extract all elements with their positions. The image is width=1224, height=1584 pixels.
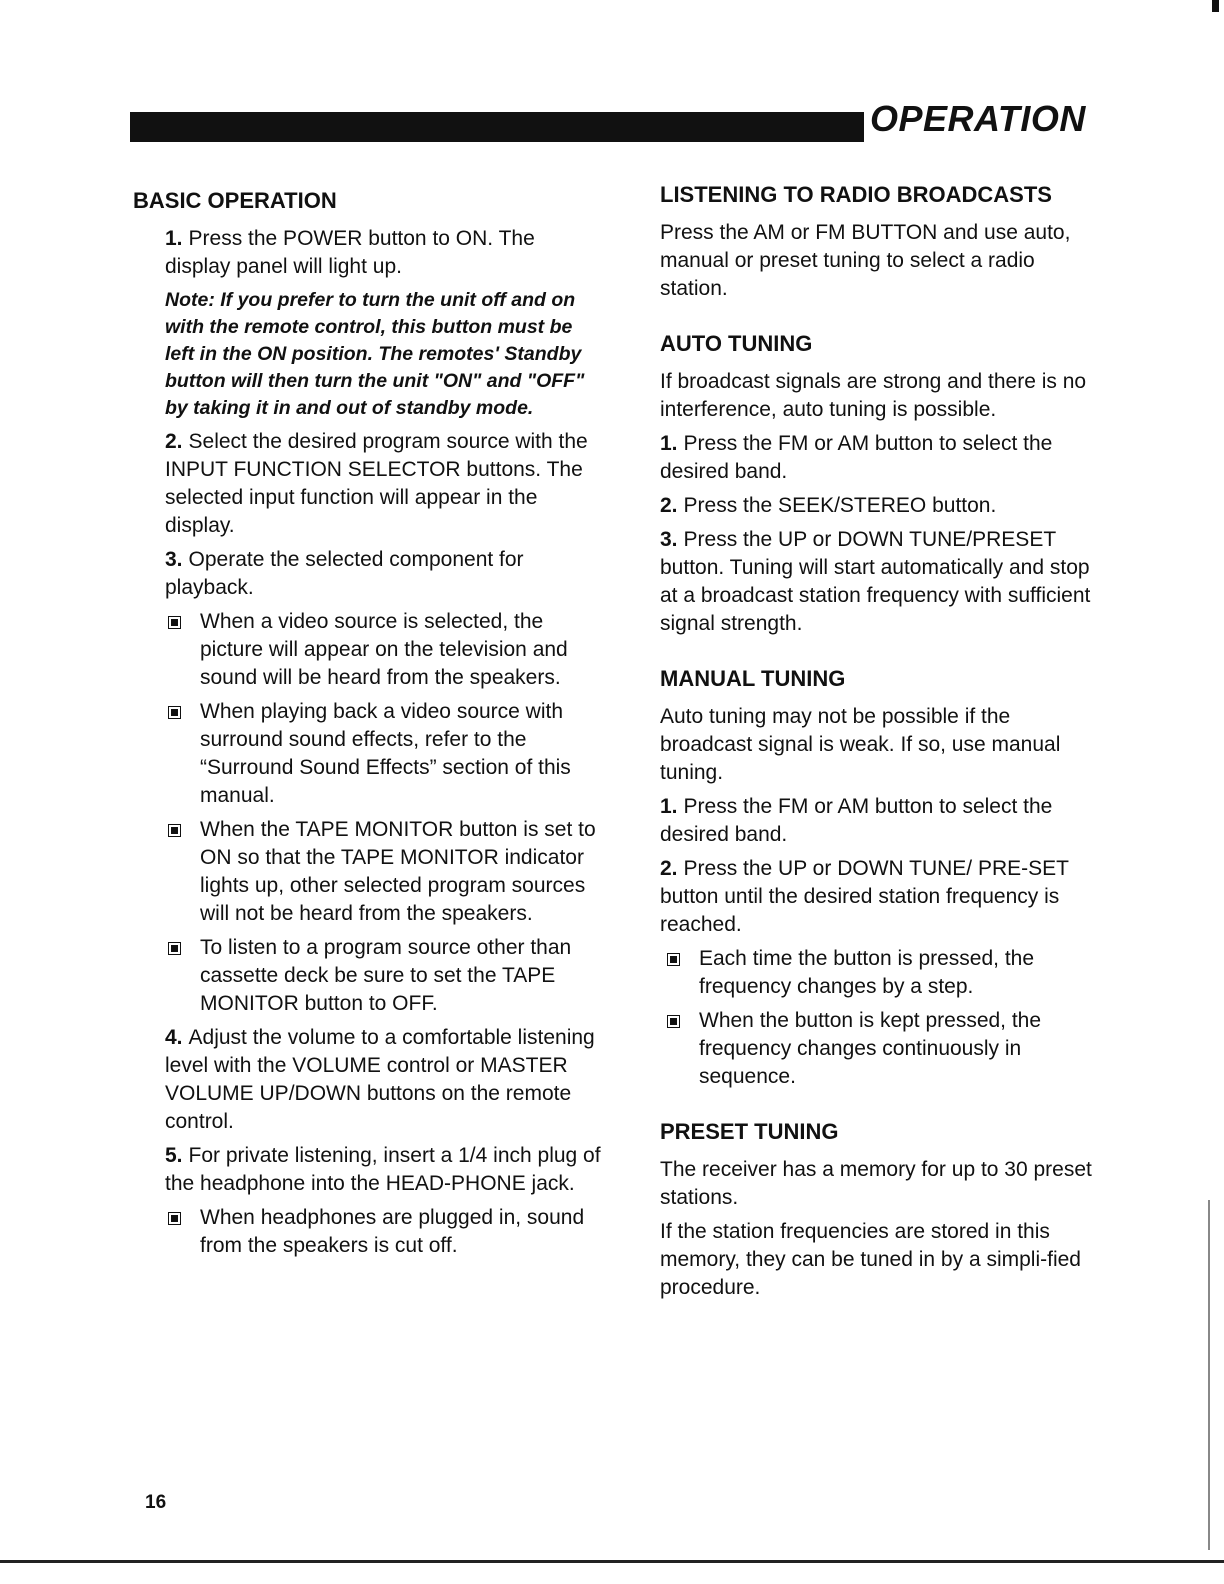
step-text: Press the FM or AM button to select the desired band.: [660, 795, 1053, 846]
bullet-text: When the button is kept pressed, the frequency changes continuously in sequence.: [699, 1009, 1042, 1088]
square-bullet-icon: [168, 942, 181, 955]
section-heading-manual-tuning: MANUAL TUNING: [660, 666, 846, 691]
step-text: Press the FM or AM button to select the desired band.: [660, 432, 1053, 483]
bullet-item: [165, 934, 603, 1018]
step-number: 2.: [660, 857, 678, 880]
section-heading-preset-tuning: PRESET TUNING: [660, 1119, 839, 1144]
auto-step-2: [660, 492, 1100, 520]
manual-intro: Auto tuning may not be possible if the broadcast signal is weak. If so, use manual tuning.: [660, 705, 1061, 784]
square-bullet-icon: [168, 706, 181, 719]
corner-scan-mark: [1212, 0, 1219, 12]
page-title: OPERATION: [870, 98, 1086, 139]
bullet-text: When headphones are plugged in, sound from the speakers is cut off.: [200, 1206, 585, 1257]
section-heading-auto-tuning: AUTO TUNING: [660, 331, 813, 356]
section-heading-basic-operation: BASIC OPERATION: [133, 188, 337, 213]
step-2: [133, 428, 603, 540]
bullet-text: To listen to a program source other than cassette deck be sure to set the TAPE MONITOR button to OFF.: [200, 936, 572, 1015]
step-number: 2.: [660, 494, 678, 517]
bottom-rule: [0, 1560, 1224, 1563]
note-text: Note: If you prefer to turn the unit off and on with the remote control, this button must be left in the ON position. The remotes' Standby button will then turn the unit "ON" and "OFF" by taking it in and out of standby mode.: [165, 289, 585, 419]
step-number: 3.: [660, 528, 678, 551]
manual-step-1: [660, 793, 1100, 849]
step-number: 1.: [165, 227, 183, 250]
manual-step-2: [660, 855, 1100, 939]
step-number: 2.: [165, 430, 183, 453]
step-text: Select the desired program source with the INPUT FUNCTION SELECTOR buttons. The selected input function will appear in the display.: [165, 430, 588, 537]
page-number: 16: [145, 1492, 167, 1513]
left-column: [133, 186, 603, 1266]
right-column: [660, 180, 1100, 1308]
scan-edge-line: [1208, 1200, 1210, 1550]
bullet-item: [165, 1204, 603, 1260]
preset-text-2: If the station frequencies are stored in this memory, they can be tuned in by a simpli-fied procedure.: [660, 1220, 1081, 1299]
step-text: Press the SEEK/STEREO button.: [683, 494, 997, 517]
preset-text-1: The receiver has a memory for up to 30 preset stations.: [660, 1158, 1092, 1209]
radio-text: Press the AM or FM BUTTON and use auto, manual or preset tuning to select a radio station.: [660, 221, 1071, 300]
auto-step-1: [660, 430, 1100, 486]
step-text: For private listening, insert a 1/4 inch plug of the headphone into the HEAD-PHONE jack.: [165, 1144, 601, 1195]
step-number: 3.: [165, 548, 183, 571]
step-5: [133, 1142, 603, 1198]
square-bullet-icon: [667, 1015, 680, 1028]
bullet-item: [165, 608, 603, 692]
square-bullet-icon: [168, 824, 181, 837]
step-number: 1.: [660, 795, 678, 818]
step-1: [133, 225, 603, 281]
square-bullet-icon: [168, 1212, 181, 1225]
step-4: [133, 1024, 603, 1136]
header-bar: [130, 112, 864, 142]
step-3: [133, 546, 603, 602]
bullet-text: When a video source is selected, the picture will appear on the television and sound will be heard from the speakers.: [200, 610, 568, 689]
step-number: 5.: [165, 1144, 183, 1167]
bullet-text: Each time the button is pressed, the frequency changes by a step.: [699, 947, 1035, 998]
auto-intro: If broadcast signals are strong and there is no interference, auto tuning is possible.: [660, 370, 1087, 421]
step-text: Press the UP or DOWN TUNE/ PRE-SET button until the desired station frequency is reached.: [660, 857, 1069, 936]
step-text: Adjust the volume to a comfortable listening level with the VOLUME control or MASTER VOLUME UP/DOWN buttons on the remote control.: [165, 1026, 595, 1133]
step-text: Press the POWER button to ON. The display panel will light up.: [165, 227, 535, 278]
square-bullet-icon: [667, 953, 680, 966]
section-heading-radio: LISTENING TO RADIO BROADCASTS: [660, 182, 1052, 207]
bullet-item: [664, 945, 1100, 1001]
bullet-text: When playing back a video source with surround sound effects, refer to the “Surround Sound Effects” section of this manual.: [200, 700, 571, 807]
bullet-item: [664, 1007, 1100, 1091]
bullet-text: When the TAPE MONITOR button is set to ON so that the TAPE MONITOR indicator lights up, other selected program sources will not be heard from the speakers.: [200, 818, 596, 925]
bullet-item: [165, 816, 603, 928]
step-number: 4.: [165, 1026, 183, 1049]
auto-step-3: [660, 526, 1100, 638]
bullet-item: [165, 698, 603, 810]
step-number: 1.: [660, 432, 678, 455]
square-bullet-icon: [168, 616, 181, 629]
step-text: Press the UP or DOWN TUNE/PRESET button. Tuning will start automatically and stop at a broadcast station frequency with sufficient signal strength.: [660, 528, 1091, 635]
step-text: Operate the selected component for playback.: [165, 548, 524, 599]
